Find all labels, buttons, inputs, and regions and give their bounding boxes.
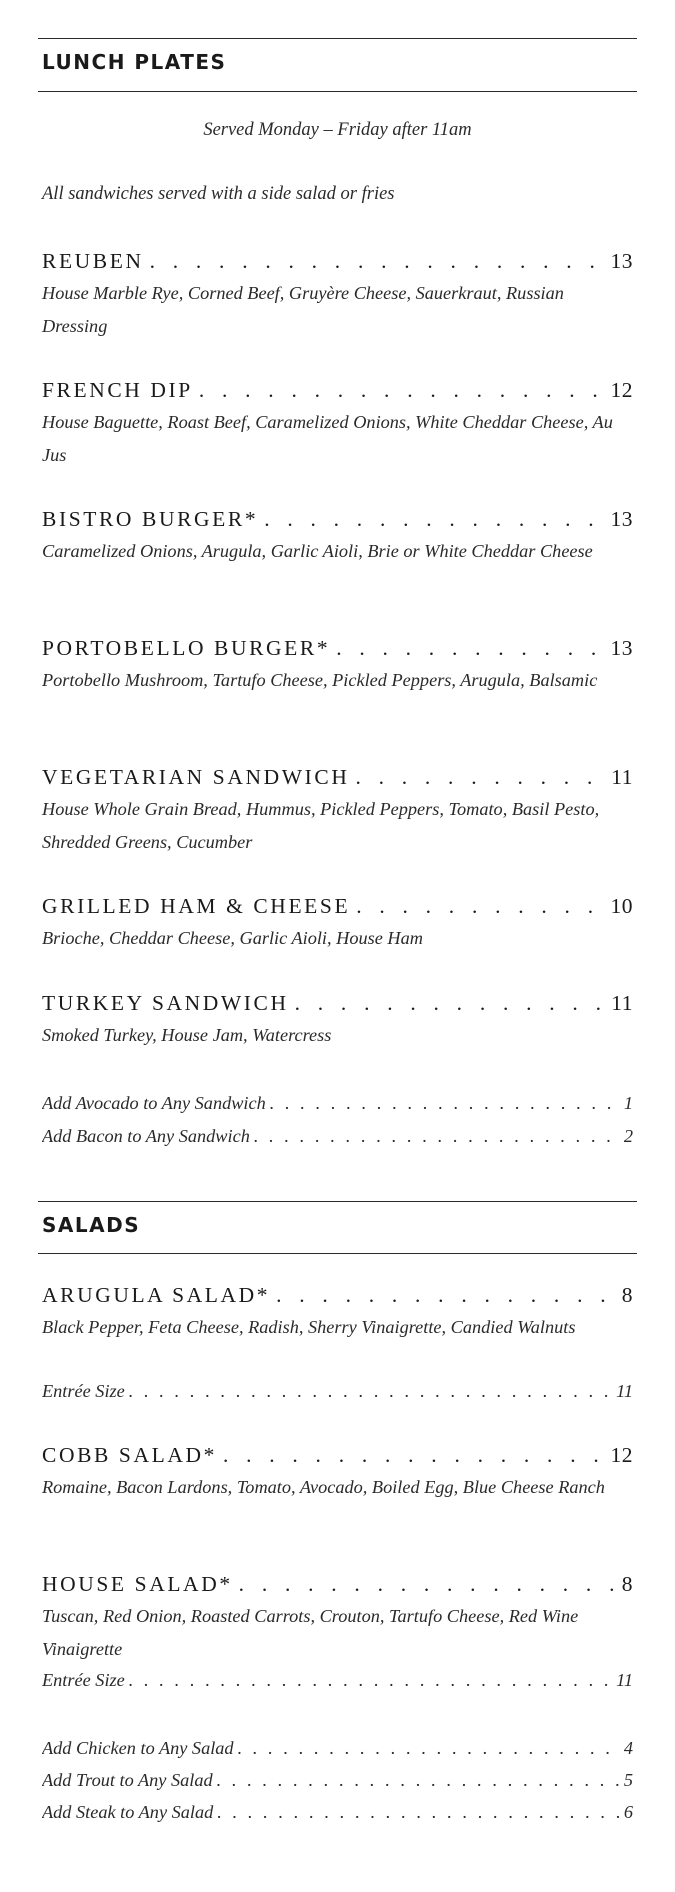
addon-label: Add Chicken to Any Salad	[42, 1738, 234, 1758]
section-title-lunch: LUNCH PLATES	[42, 50, 227, 74]
entree-size-price: 11	[616, 1670, 633, 1690]
addon-label: Add Steak to Any Salad	[42, 1802, 214, 1822]
item-price: 12	[610, 378, 633, 402]
leader-dots	[250, 1122, 621, 1150]
leader-dots	[234, 1734, 621, 1762]
item-price: 13	[610, 507, 633, 531]
addon-label: Add Bacon to Any Sandwich	[42, 1126, 250, 1146]
item-price: 8	[621, 1572, 633, 1596]
leader-dots	[350, 891, 606, 921]
menu-item-grilled-ham-cheese	[42, 891, 633, 955]
item-name: REUBEN	[42, 249, 144, 273]
entree-size-label: Entrée Size	[42, 1670, 125, 1690]
item-name: VEGETARIAN SANDWICH	[42, 765, 350, 789]
menu-item-arugula-salad	[42, 1280, 633, 1344]
entree-size-label: Entrée Size	[42, 1381, 125, 1401]
item-price: 10	[610, 894, 633, 918]
item-name: GRILLED HAM & CHEESE	[42, 894, 351, 918]
menu-item-house-salad	[42, 1569, 633, 1665]
item-name: TURKEY SANDWICH	[42, 991, 289, 1015]
item-price: 13	[610, 636, 633, 660]
item-price: 12	[610, 1443, 633, 1467]
side-note: All sandwiches served with a side salad or fries	[42, 184, 395, 204]
addon-label: Add Avocado to Any Sandwich	[42, 1093, 266, 1113]
item-price: 11	[611, 765, 633, 789]
item-price: 8	[621, 1283, 633, 1307]
leader-dots	[217, 1440, 607, 1470]
addon-price: 5	[623, 1770, 633, 1790]
addon-avocado	[42, 1089, 633, 1117]
served-note: Served Monday – Friday after 11am	[203, 120, 472, 140]
item-description: Smoked Turkey, House Jam, Watercress	[42, 1025, 332, 1045]
menu-item-turkey-sandwich	[42, 988, 633, 1052]
leader-dots	[144, 246, 607, 276]
item-description: Brioche, Cheddar Cheese, Garlic Aioli, House Ham	[42, 928, 423, 948]
addon-price: 6	[623, 1802, 633, 1822]
entree-size-arugula	[42, 1377, 633, 1405]
addon-steak	[42, 1798, 633, 1826]
menu-item-french-dip	[42, 375, 633, 471]
item-description: Black Pepper, Feta Cheese, Radish, Sherry Vinaigrette, Candied Walnuts	[42, 1317, 576, 1337]
addon-price: 4	[623, 1738, 633, 1758]
item-description: Romaine, Bacon Lardons, Tomato, Avocado, Boiled Egg, Blue Cheese Ranch	[42, 1477, 605, 1497]
addon-price: 2	[623, 1126, 633, 1146]
item-name: COBB SALAD*	[42, 1443, 217, 1467]
leader-dots	[258, 504, 606, 534]
entree-size-house	[42, 1666, 633, 1694]
section-title-salads: SALADS	[42, 1213, 141, 1237]
leader-dots	[266, 1089, 621, 1117]
item-name: FRENCH DIP	[42, 378, 193, 402]
item-price: 13	[610, 249, 633, 273]
leader-dots	[213, 1766, 621, 1794]
menu-item-bistro-burger	[42, 504, 633, 568]
salads-title-rule	[38, 1253, 637, 1254]
item-name: ARUGULA SALAD*	[42, 1283, 271, 1307]
leader-dots	[270, 1280, 618, 1310]
item-price: 11	[611, 991, 633, 1015]
leader-dots	[349, 762, 607, 792]
leader-dots	[125, 1377, 613, 1405]
item-description: Portobello Mushroom, Tartufo Cheese, Pickled Peppers, Arugula, Balsamic	[42, 670, 598, 690]
addon-chicken	[42, 1734, 633, 1762]
menu-item-vegetarian-sandwich	[42, 762, 633, 858]
leader-dots	[193, 375, 607, 405]
item-name: BISTRO BURGER*	[42, 507, 259, 531]
addon-bacon	[42, 1122, 633, 1150]
leader-dots	[289, 988, 608, 1018]
item-name: HOUSE SALAD*	[42, 1572, 233, 1596]
entree-size-price: 11	[616, 1381, 633, 1401]
menu-item-reuben	[42, 246, 633, 342]
item-description: House Baguette, Roast Beef, Caramelized Onions, White Cheddar Cheese, Au Jus	[42, 412, 613, 465]
item-name: PORTOBELLO BURGER*	[42, 636, 331, 660]
menu-item-portobello-burger	[42, 633, 633, 697]
leader-dots	[125, 1666, 613, 1694]
leader-dots	[330, 633, 606, 663]
lunch-title-rule	[38, 91, 637, 92]
leader-dots	[213, 1798, 621, 1826]
menu-item-cobb-salad	[42, 1440, 633, 1504]
leader-dots	[233, 1569, 618, 1599]
addon-trout	[42, 1766, 633, 1794]
item-description: House Marble Rye, Corned Beef, Gruyère Cheese, Sauerkraut, Russian Dressing	[42, 283, 564, 336]
item-description: Caramelized Onions, Arugula, Garlic Aioli, Brie or White Cheddar Cheese	[42, 541, 593, 561]
addon-label: Add Trout to Any Salad	[42, 1770, 213, 1790]
item-description: Tuscan, Red Onion, Roasted Carrots, Crouton, Tartufo Cheese, Red Wine Vinaigrette	[42, 1606, 579, 1659]
item-description: House Whole Grain Bread, Hummus, Pickled Peppers, Tomato, Basil Pesto, Shredded Greens, Cucumber	[42, 799, 600, 852]
addon-price: 1	[623, 1093, 633, 1113]
